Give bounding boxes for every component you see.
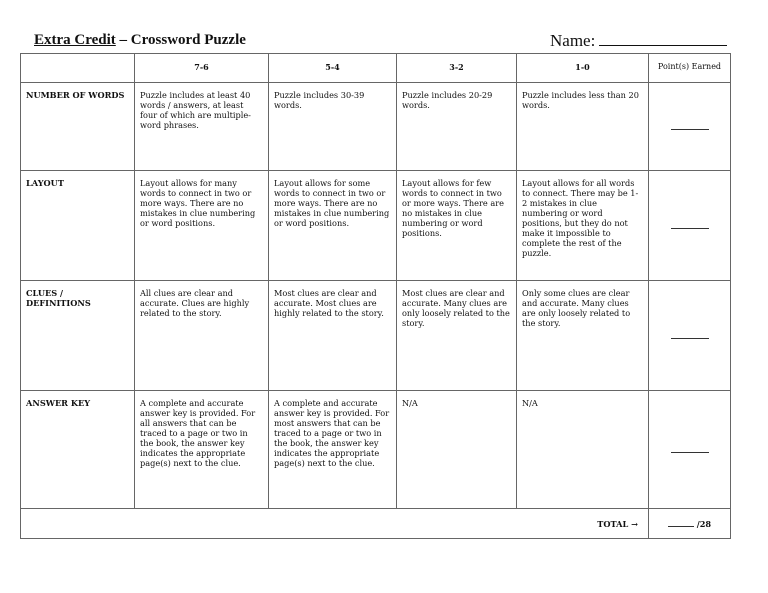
name-field [550, 31, 727, 51]
total-label: TOTAL → [21, 509, 649, 539]
cell: Only some clues are clear and accurate. Many clues are only loosely related to the story. [517, 281, 649, 391]
name-label: Name: [550, 31, 596, 50]
points-cell [649, 83, 731, 171]
title-rest: – Crossword Puzzle [115, 32, 246, 48]
cell: Layout allows for all words to connect. There may be 1-2 mistakes in clue numbering or word positions, but they do not make it impossible to complete the rest of the puzzle. [517, 171, 649, 281]
criterion: NUMBER OF WORDS [21, 83, 135, 171]
points-cell [649, 171, 731, 281]
points-blank [671, 220, 709, 229]
points-blank [671, 444, 709, 453]
points-blank [671, 330, 709, 339]
points-cell [649, 391, 731, 509]
header-blank [21, 54, 135, 83]
table-row [21, 391, 731, 509]
cell: Layout allows for some words to connect in two or more ways. There are no mistakes in clue numbering or word positions. [269, 171, 397, 281]
name-blank [599, 31, 727, 46]
header-3-2: 3-2 [397, 54, 517, 83]
cell: A complete and accurate answer key is provided. For most answers that can be traced to a page or two in the book, the answer key indicates the appropriate page(s) next to the clue. [269, 391, 397, 509]
criterion: CLUES / DEFINITIONS [21, 281, 135, 391]
table-row [21, 171, 731, 281]
header-row [21, 54, 731, 83]
cell: N/A [397, 391, 517, 509]
total-points [649, 509, 731, 539]
header-7-6: 7-6 [135, 54, 269, 83]
page-title [34, 32, 246, 49]
total-max: /28 [693, 519, 712, 529]
criterion: LAYOUT [21, 171, 135, 281]
cell: N/A [517, 391, 649, 509]
cell: Most clues are clear and accurate. Many clues are only loosely related to the story. [397, 281, 517, 391]
header-points: Point(s) Earned [649, 54, 731, 83]
header-1-0: 1-0 [517, 54, 649, 83]
points-cell [649, 281, 731, 391]
header-5-4: 5-4 [269, 54, 397, 83]
table-row [21, 83, 731, 171]
cell: All clues are clear and accurate. Clues are highly related to the story. [135, 281, 269, 391]
title-underlined: Extra Credit [34, 32, 116, 48]
total-blank [668, 518, 694, 527]
rubric-table [20, 53, 731, 539]
table-row [21, 281, 731, 391]
cell: Puzzle includes less than 20 words. [517, 83, 649, 171]
cell: Most clues are clear and accurate. Most clues are highly related to the story. [269, 281, 397, 391]
cell: Puzzle includes 20-29 words. [397, 83, 517, 171]
cell: A complete and accurate answer key is provided. For all answers that can be traced to a page or two in the book, the answer key indicates the appropriate page(s) next to the clue. [135, 391, 269, 509]
total-row [21, 509, 731, 539]
cell: Puzzle includes 30-39 words. [269, 83, 397, 171]
cell: Layout allows for many words to connect in two or more ways. There are no mistakes in clue numbering or word positions. [135, 171, 269, 281]
cell: Puzzle includes at least 40 words / answers, at least four of which are multiple-word phrases. [135, 83, 269, 171]
criterion: ANSWER KEY [21, 391, 135, 509]
points-blank [671, 121, 709, 130]
cell: Layout allows for few words to connect in two or more ways. There are no mistakes in clue numbering or word positions. [397, 171, 517, 281]
